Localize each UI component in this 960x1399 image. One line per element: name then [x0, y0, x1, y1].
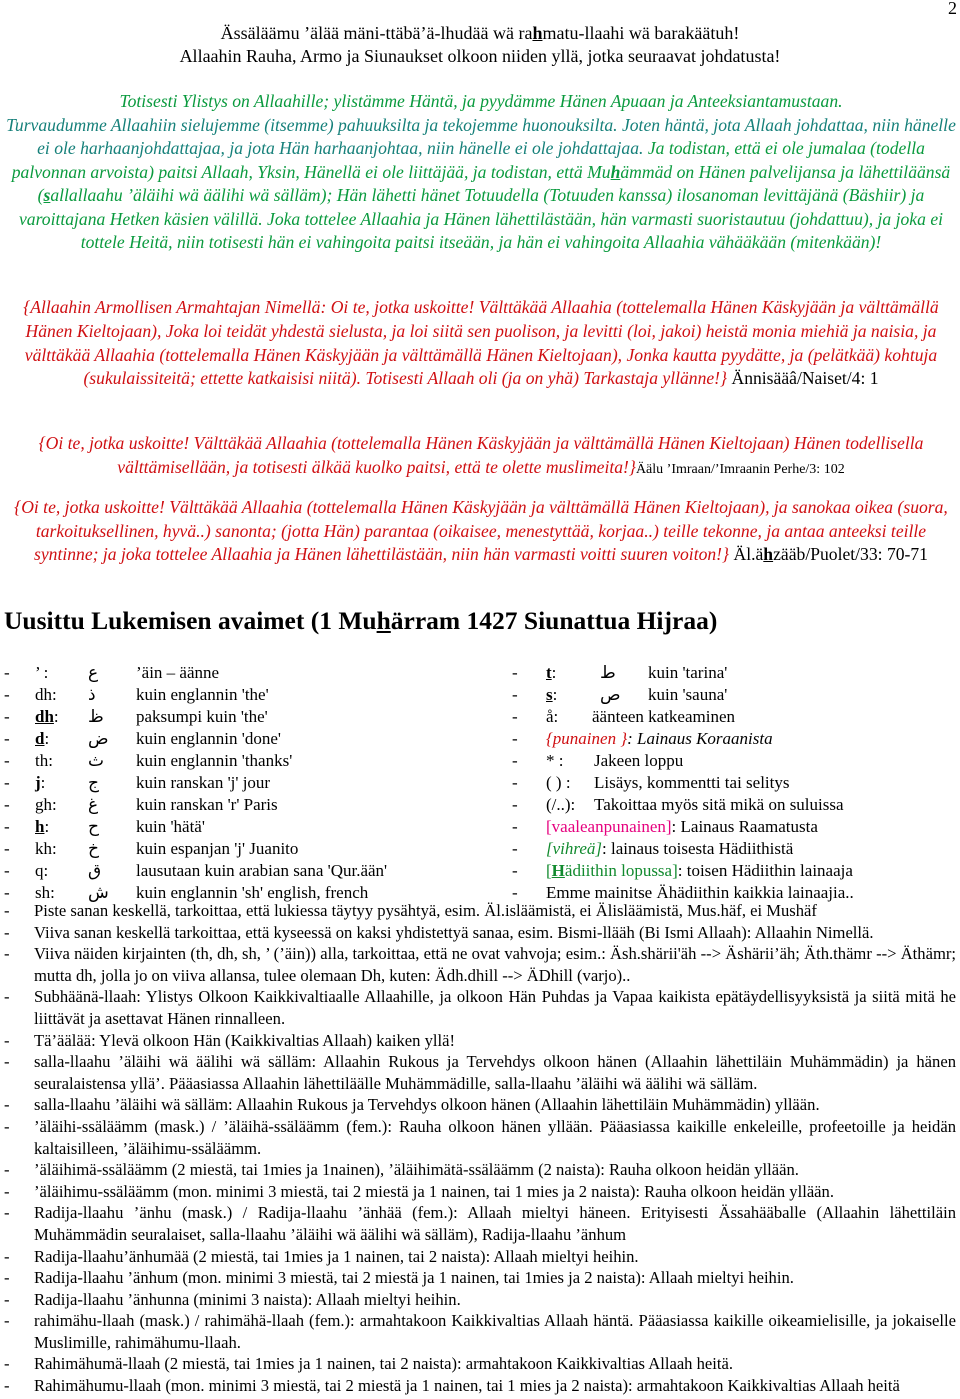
- key-row: - [vaaleanpunainen]: Lainaus Raamatusta: [512, 817, 818, 836]
- key-row: - s: ص kuin 'sauna': [512, 685, 728, 705]
- quran-quote-1: [6, 296, 956, 391]
- key-row: - ( ) : Lisäys, kommentti tai selitys: [512, 773, 790, 792]
- note-item: - Tä’äälää: Ylevä olkoon Hän (Kaikkivaltias Allaah) kaiken yllä!: [4, 1030, 455, 1050]
- note-item: - ’äläihi-ssäläämm (mask.) / ’äläihä-ssäläämm (fem.): Rauha olkoon hänen yllään. Pääasiassa kaikille enkeleille, profeetoille ja heidän kaltaisilleen, ’äläihimu-ssäläämm.: [4, 1116, 956, 1158]
- quran-quote-1-text: {Allaahin Armollisen Armahtajan Nimellä: Oi te, jotka uskoitte! Välttäkää Allaahia (tottelemalla Hänen Käskyjään ja välttämällä Hänen Kieltojaan), Joka loi teidät yhdestä sielusta, ja loi siitä sen puolison, ja levitti (loi, jakoi) heistä monia miehiä ja naisia, ja välttäkää Allaahia (tottelemalla Hänen Käskyjään ja välttämällä Hänen Kieltojaan), Jonka kautta pyydätte, ja (pelätkää) kohtuja (sukulaissiteitä; ettette katkaisisi niitä). Totisesti Allaah oli (ja on yhä) Tarkastaja yllänne!}: [23, 297, 939, 389]
- note-item: - salla-llaahu ’äläihi wä äälihi wä sälläm: Allaahin Rukous ja Tervehdys olkoon hänen (Allaahin lähettiläin Muhämmädin) ja hänen seuralaistensa yllä’. Pääasiassa Allaahin lähettiläälle Muhämmädille, salla-llaahu ’äläihi wä äälihi wä sälläm.: [4, 1052, 956, 1093]
- key-row: - t: ط kuin 'tarina': [512, 663, 728, 683]
- note-item: - rahimähu-llaah (mask.) / rahimähä-llaah (fem.): armahtakoon Kaikkivaltias Allaah häntä. Pääasiassa kaikille oikeamielisille, ja jokaiselle Muslimille, rahimähumu-llaah.: [4, 1311, 956, 1352]
- quran-quote-3-ref: Äl.ähzääb/Puolet/33: 70-71: [733, 544, 928, 564]
- testimony-text: Ja todistan, että ei ole jumalaa (todella palvonnan arvoista) paitsi Allaah, Yksin, Hänellä ei ole liittäjää, ja todistan, että Muhämmäd on Hänen palvelijansa ja lähettiläänsä (sallallaahu ’äläihi wä äälihi wä sälläm); Hän lähetti hänet Totuudella (Totuuden kanssa) ilosanoman levittäjänä (Bäshiir) ja varoittajana Hetken käsien välillä. Joka tottelee Allaahia ja Hänen lähettilästään, hän varmasti suoristautuu (johdattuu), ja joka ei tottele Heitä, niin totisesti hän ei vahingoita paitsi itseään, ja hän ei vahingoita Allaahia vähääkään (mitenkään)!: [11, 138, 951, 252]
- section-heading: Uusittu Lukemisen avaimet (1 Muhärram 1427 Siunattua Hijraa): [4, 606, 718, 635]
- note-item: - Viiva näiden kirjainten (th, dh, sh, ’ (’äin)) alla, tarkoittaa, että ne ovat vahvoja; esim.: Äsh.shärii'äh --> Äshärii’äh; Äth.thämr --> Äthämr; mutta dh, jolla jo on viiva allansa, tulee olemaan Dh, kuten: Ädh.dhill --> ÄDhill (varjo)..: [4, 944, 956, 985]
- note-item: - ’äläihimä-ssäläämm (2 miestä, tai 1mies ja 1nainen), ’äläihimätä-ssäläämm (2 naista): Rauha olkoon heidän yllään.: [4, 1160, 799, 1180]
- note-item: - salla-llaahu ’äläihi wä sälläm: Allaahin Rukous ja Tervehdys olkoon hänen (Allaahin lähettiläin Muhämmädin) yllään.: [4, 1095, 820, 1115]
- refuge-text: Turvaudumme Allaahiin sielujemme (itsemme) pahuuksilta ja tekojemme huonouksilta.: [6, 114, 618, 135]
- praise-text: Totisesti Ylistys on Allaahille; ylistämme Häntä, ja pyydämme Hänen Apuaan ja Anteeksiantamustaan.: [119, 91, 843, 111]
- guidance-text: Joten häntä, jota Allaah johdattaa, niin hänelle ei ole harhaanjohdattajaa, ja jota Hän harhaanjohtaa, niin hänelle ei ole johdattajaa.: [37, 114, 956, 158]
- note-item: - Radija-llaahu ’änhunna (minimi 3 naista): Allaah mieltyi heihin.: [4, 1289, 461, 1309]
- key-row: - [vihreä]: lainaus toisesta Hädiithistä: [512, 839, 794, 858]
- note-item: - Rahimähumä-llaah (2 miestä, tai 1mies ja 1 nainen, tai 2 naista): armahtakoon Kaikkivaltias Allaah heitä.: [4, 1354, 734, 1374]
- note-item: - Radija-llaahu ’änhum (mon. minimi 3 miestä, tai 2 miestä ja 1 nainen, tai 1mies ja 2 naista): Allaah mieltyi heihin.: [4, 1268, 794, 1288]
- explanatory-notes: [0, 900, 960, 1397]
- opening-sermon: [6, 90, 956, 255]
- key-row: - {punainen }: Lainaus Koraanista: [512, 729, 773, 748]
- quran-quote-2-ref: Äälu ’Imraan/’Imraanin Perhe/3: 102: [635, 461, 845, 477]
- note-item: - Rahimähumu-llaah (mon. minimi 3 miestä, tai 2 miestä ja 1 nainen, tai 1 mies ja 2 naista): armahtakoon Kaikkivaltias Allaah heitä: [4, 1376, 900, 1396]
- greeting-translation: Allaahin Rauha, Armo ja Siunaukset olkoon niiden yllä, jotka seuraavat johdatusta!: [179, 46, 781, 66]
- key-row: - (/..): Takoittaa myös sitä mikä on suluissa: [512, 795, 844, 814]
- note-item: - Viiva sanan keskellä tarkoittaa, että kyseessä on kaksi yhdistettyä sanaa, esim. Bismi-llääh (Bi Ismi Allaah): Allaahin Nimellä.: [4, 922, 874, 942]
- key-row: - * : Jakeen loppu: [512, 751, 684, 770]
- page-number: 2: [948, 0, 957, 18]
- quran-quote-2: [6, 432, 956, 482]
- greeting-arabic-transliteration: Ässäläämu ’älää mäni-ttäbä’ä-lhudää wä rahmatu-llaahi wä barakäätuh!: [220, 23, 740, 43]
- key-row: - [Hädiithin lopussa]: toisen Hädiithin lainaaja: [512, 861, 853, 880]
- note-item: - Subhäänä-llaah: Ylistys Olkoon Kaikkivaltiaalle Allaahille, ja olkoon Hän Puhdas ja Vapaa kaikista epätäydellisyyksistä ja siitä mitä he liittävät ja asettavat Hänen rinnalleen.: [4, 987, 956, 1028]
- quran-quote-3: [6, 496, 956, 567]
- quran-quote-1-ref: Ännisääâ/Naiset/4: 1: [731, 368, 879, 389]
- note-item: - Piste sanan keskellä, tarkoittaa, että lukiessa täytyy pysähtyä, esim. Äl.isläämistä, ei Älisläämistä, Mus.häf, ei Mushäf: [4, 901, 817, 920]
- key-row: - Emme mainitse Ähädiithin kaikkia lainaajia..: [512, 883, 854, 902]
- greeting: [0, 22, 960, 68]
- note-item: - ’äläihimu-ssäläämm (mon. minimi 3 miestä, tai 2 miestä ja 1 nainen, tai 1 mies ja 2 naista): Rauha olkoon heidän yllään.: [4, 1181, 834, 1201]
- note-item: - Radija-llaahu’änhumää (2 miestä, tai 1mies ja 1 nainen, tai 2 naista): Allaah mieltyi heihin.: [4, 1246, 639, 1266]
- quran-quote-2-text: {Oi te, jotka uskoitte! Välttäkää Allaahia (tottelemalla Hänen Käskyjään ja välttämällä Hänen Kieltojaan) Hänen todellisella välttämisellään, ja totisesti älkää kuolko paitsi, että te olette muslimeita!}: [38, 433, 924, 477]
- quran-quote-3-text: {Oi te, jotka uskoitte! Välttäkää Allaahia (tottelemalla Hänen Käskyjään ja välttämällä Hänen Kieltojaan), ja sanokaa oikea (suora, tarkoituksellinen, hyvä..) sanonta; (jotta Hän) parantaa (oikaisee, menestyttää, korjaa..) teille tekonne, ja antaa anteeksi teille syntinne; ja joka tottelee Allaahia ja Hänen lähettilästään, niin hän varmasti voitti suuren voiton!}: [14, 497, 948, 564]
- key-row: - å: äänteen katkeaminen: [512, 707, 736, 726]
- note-item: - Radija-llaahu ’änhu (mask.) / Radija-llaahu ’änhää (fem.): Allaah mieltyi häneen. Erityisesti Ässahääballe (Allaahin lähettiläin Muhämmädin seuralaiset, salla-llaahu ’äläihi wä äälihi wä sälläm), Radija-llaahu ’änhum: [4, 1203, 956, 1244]
